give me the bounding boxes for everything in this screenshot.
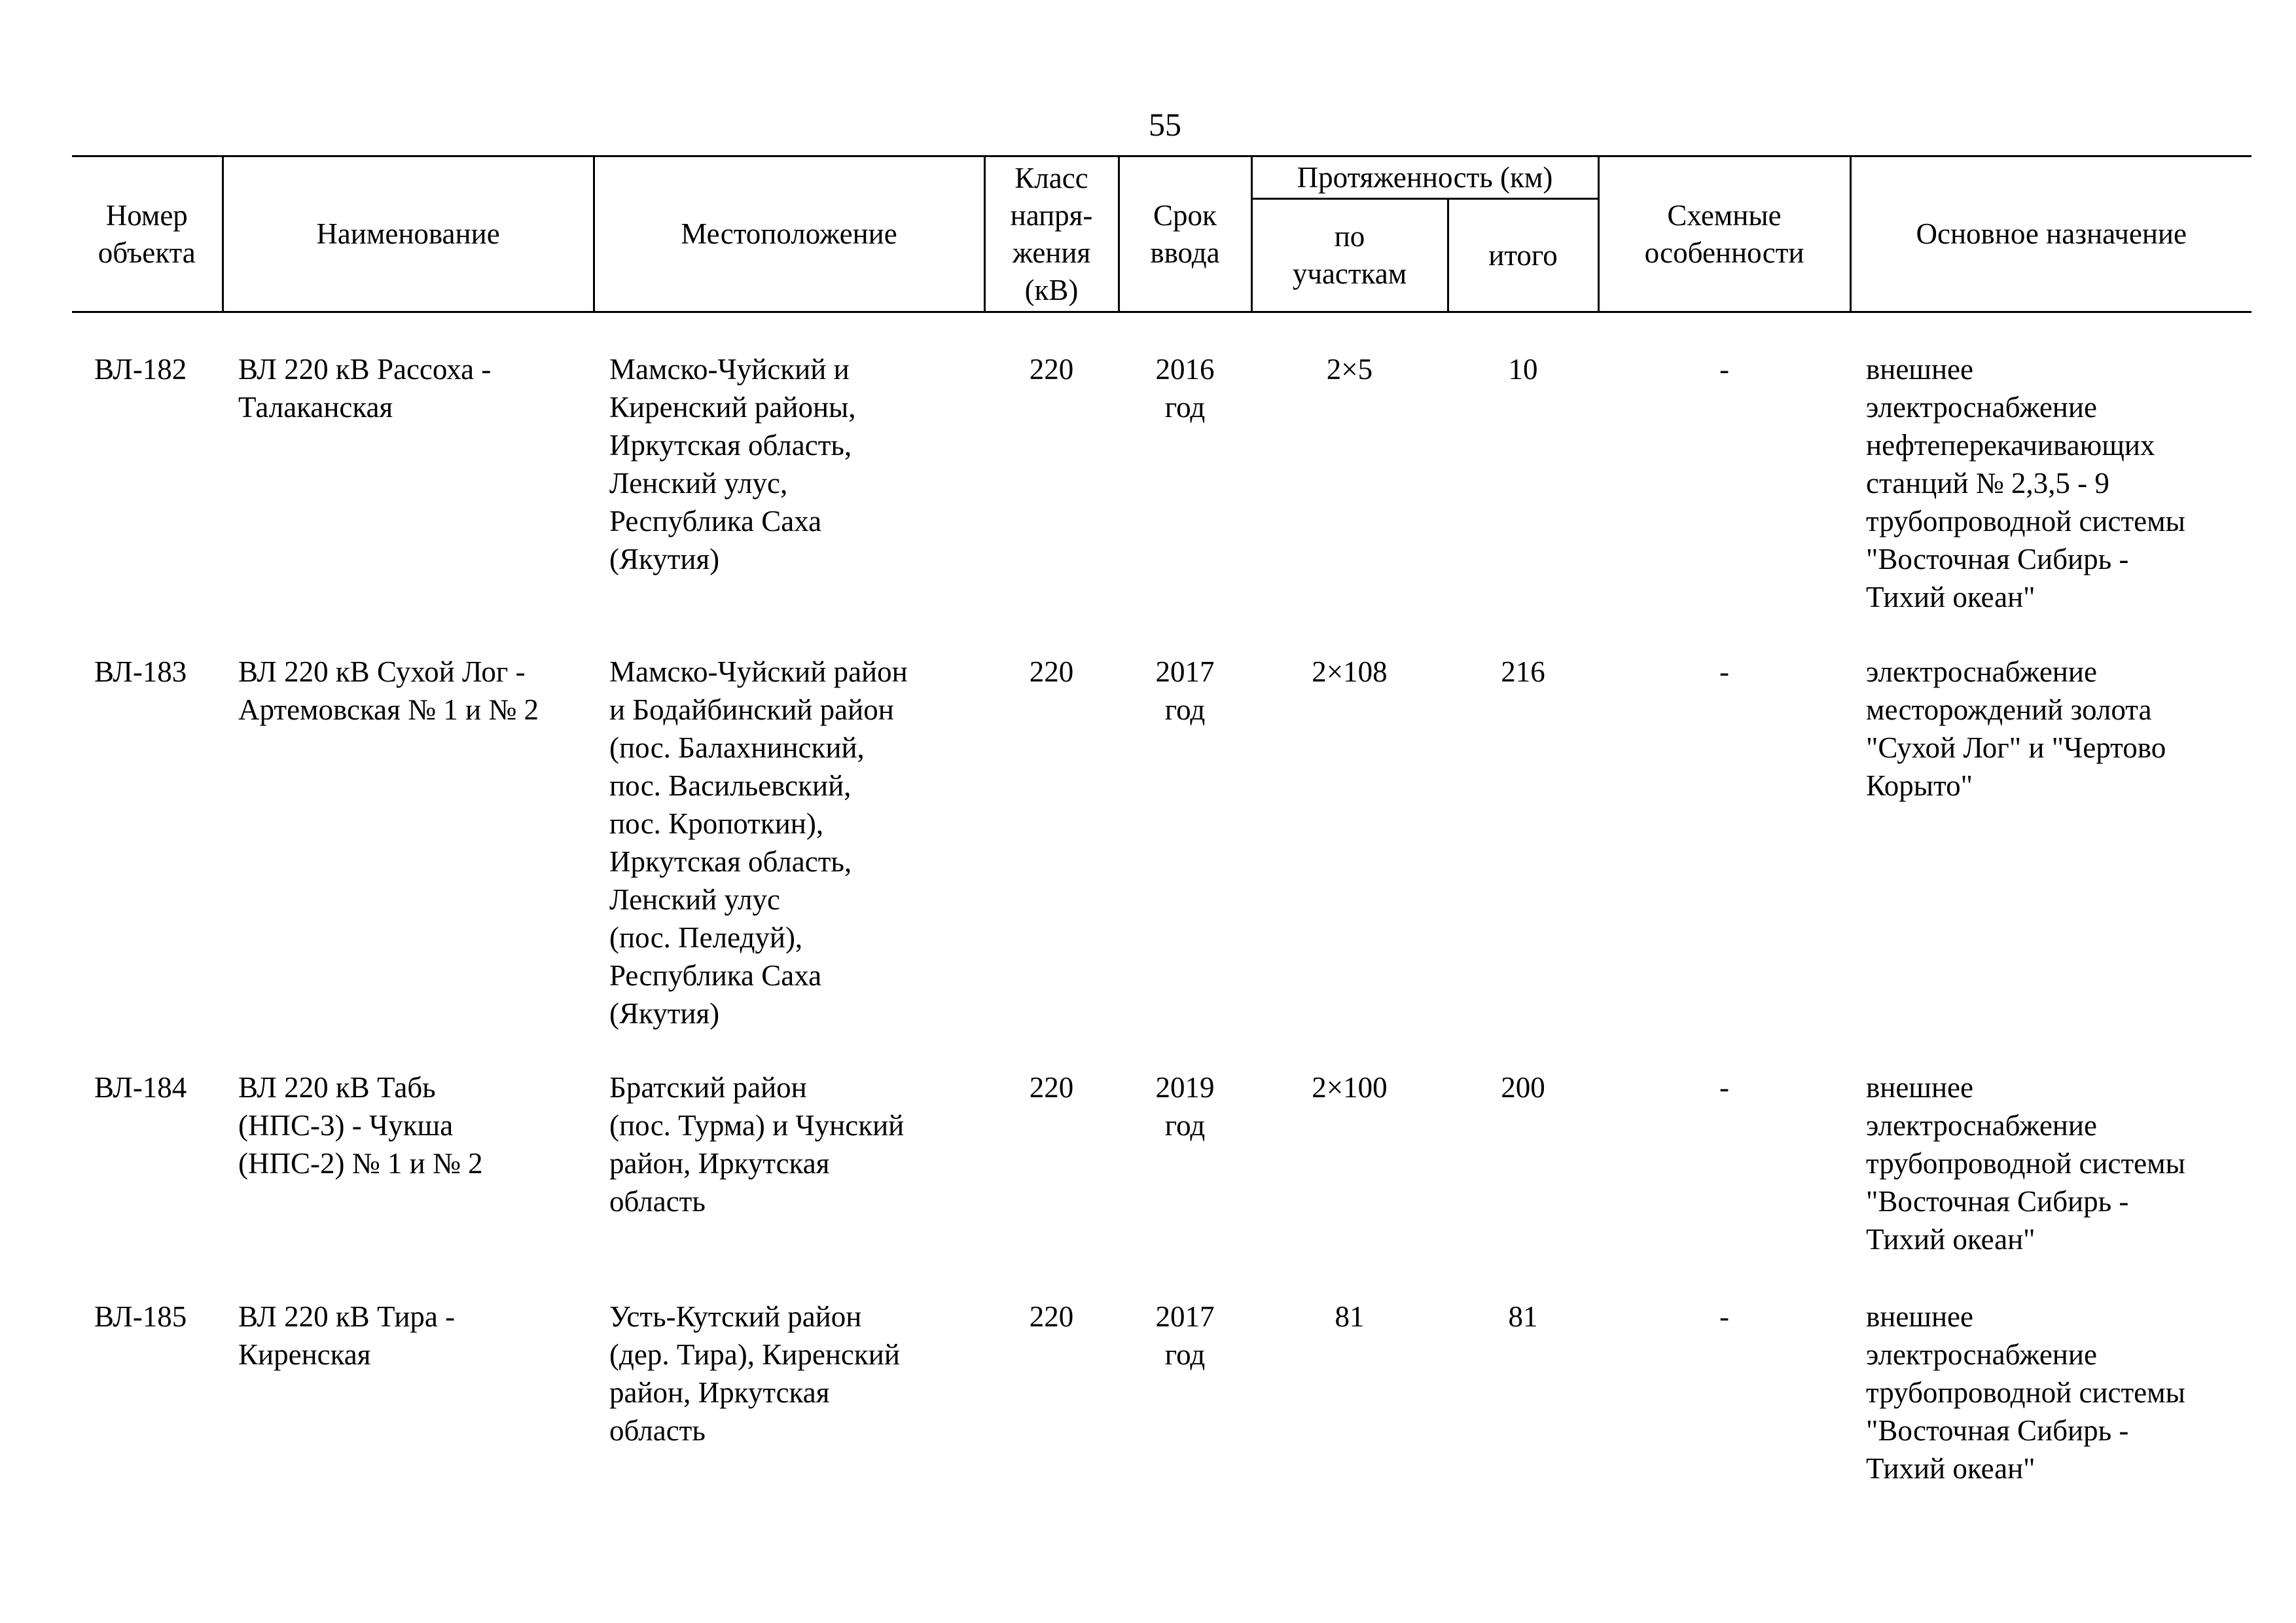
- header-length-total: итого: [1448, 199, 1598, 312]
- object-location: Мамско-Чуйский район и Бодайбинский район (пос. Балахнинский, пос. Васильевский, пос. Кропоткин), Иркутская область, Ленский улус (пос. Пеледуй), Республика Саха (Якутия): [609, 655, 908, 1030]
- object-number: ВЛ-183: [94, 655, 187, 688]
- object-commissioning: 2016 год: [1155, 353, 1215, 424]
- object-voltage: 220: [1029, 1300, 1074, 1333]
- object-schematic: -: [1719, 353, 1729, 386]
- object-name: ВЛ 220 кВ Табь (НПС-3) - Чукша (НПС-2) № 1 и № 2: [238, 1071, 483, 1180]
- table-row: [72, 653, 2251, 1068]
- object-schematic: -: [1719, 1071, 1729, 1104]
- object-purpose: внешнее электроснабжение трубопроводной системы "Восточная Сибирь - Тихий океан": [1866, 1071, 2185, 1256]
- object-name: ВЛ 220 кВ Сухой Лог - Артемовская № 1 и № 2: [238, 655, 539, 726]
- header-length: Протяженность (км): [1251, 156, 1598, 199]
- object-commissioning: 2019 год: [1155, 1071, 1215, 1142]
- object-name: ВЛ 220 кВ Рассоха - Талаканская: [238, 353, 492, 424]
- object-number: ВЛ-184: [94, 1071, 187, 1104]
- object-commissioning: 2017 год: [1155, 1300, 1215, 1371]
- object-purpose: внешнее электроснабжение нефтеперекачивающих станций № 2,3,5 - 9 трубопроводной системы "Восточная Сибирь - Тихий океан": [1866, 353, 2185, 613]
- header-purpose: Основное назначение: [1850, 156, 2251, 312]
- object-schematic: -: [1719, 655, 1729, 688]
- object-length-sections: 2×108: [1312, 655, 1388, 688]
- table-row: [72, 1068, 2251, 1298]
- header-schematic: Схемные особенности: [1598, 156, 1850, 312]
- header-commissioning: Срок ввода: [1119, 156, 1251, 312]
- object-purpose: электроснабжение месторождений золота "Сухой Лог" и "Чертово Корыто": [1866, 655, 2166, 802]
- object-location: Усть-Кутский район (дер. Тира), Киренский район, Иркутская область: [609, 1300, 900, 1447]
- object-length-total: 216: [1501, 655, 1545, 688]
- object-length-sections: 81: [1335, 1300, 1365, 1333]
- object-voltage: 220: [1029, 1071, 1074, 1104]
- object-name: ВЛ 220 кВ Тира - Киренская: [238, 1300, 456, 1371]
- object-length-total: 200: [1501, 1071, 1545, 1104]
- data-table: [72, 350, 2251, 1494]
- object-purpose: внешнее электроснабжение трубопроводной системы "Восточная Сибирь - Тихий океан": [1866, 1300, 2185, 1485]
- object-location: Братский район (пос. Турма) и Чунский район, Иркутская область: [609, 1071, 905, 1218]
- object-length-total: 81: [1508, 1300, 1538, 1333]
- object-length-sections: 2×100: [1312, 1071, 1388, 1104]
- object-voltage: 220: [1029, 353, 1074, 386]
- table-row: [72, 350, 2251, 653]
- object-commissioning: 2017 год: [1155, 655, 1215, 726]
- header-name: Наименование: [223, 156, 594, 312]
- object-voltage: 220: [1029, 655, 1074, 688]
- object-number: ВЛ-185: [94, 1300, 187, 1333]
- page-number: 55: [1149, 106, 1181, 143]
- table-row: [72, 1298, 2251, 1494]
- object-schematic: -: [1719, 1300, 1729, 1333]
- header-length-sections: по участкам: [1251, 199, 1448, 312]
- header-location: Местоположение: [594, 156, 984, 312]
- object-length-total: 10: [1508, 353, 1538, 386]
- header-voltage: Класс напря- жения (кВ): [984, 156, 1119, 312]
- object-location: Мамско-Чуйский и Киренский районы, Иркутская область, Ленский улус, Республика Саха (Якутия): [609, 353, 856, 575]
- object-length-sections: 2×5: [1326, 353, 1373, 386]
- object-number: ВЛ-182: [94, 353, 187, 386]
- table-header: [72, 155, 2251, 313]
- header-number: Номер объекта: [72, 156, 223, 312]
